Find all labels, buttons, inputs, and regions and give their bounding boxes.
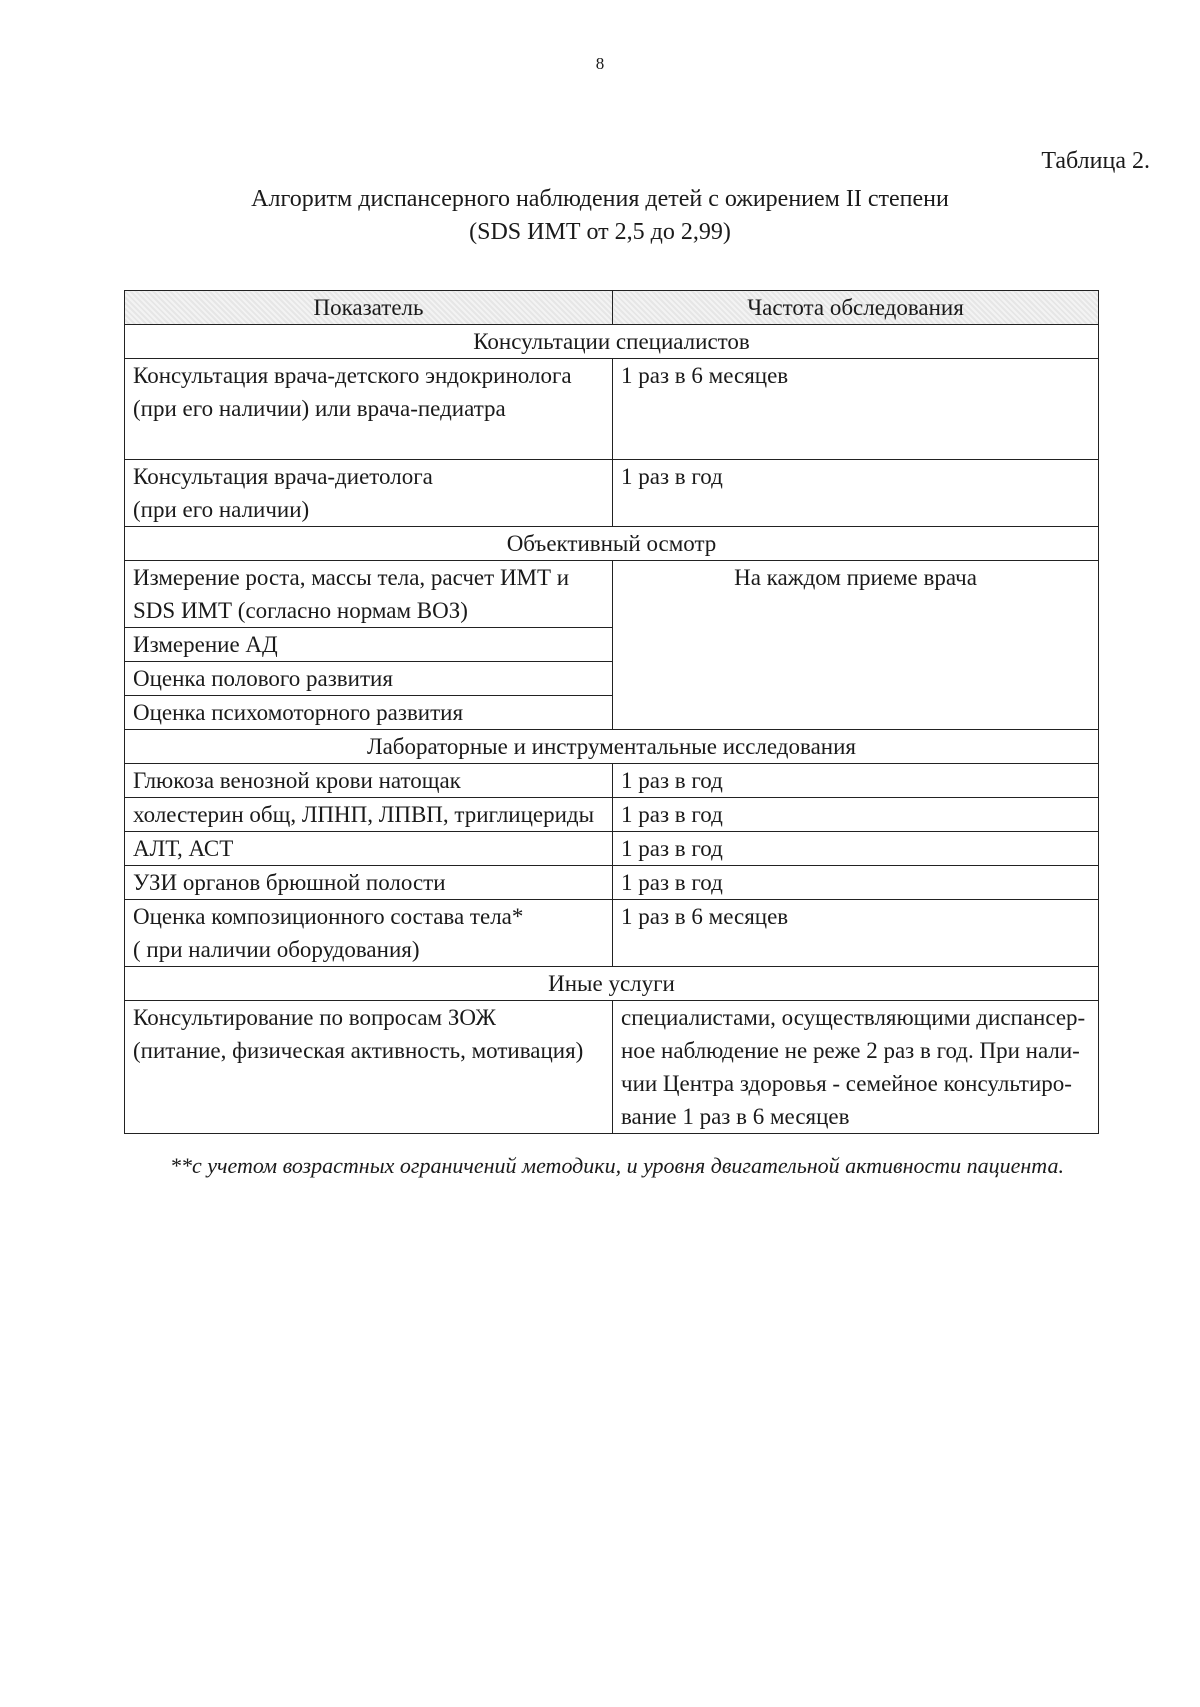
frequency-line: чии Центра здоровья - семейное консультиро- <box>621 1071 1072 1096</box>
footnote: **с учетом возрастных ограничений методики, и уровня двигательной активности пациента. <box>170 1153 1064 1178</box>
table-row <box>125 1001 1099 1134</box>
frequency-line: специалистами, осуществляющими диспансер- <box>621 1005 1086 1030</box>
header-indicator: Показатель <box>125 291 613 325</box>
frequency-cell-merged: На каждом приеме врача <box>613 561 1099 730</box>
indicator-line: ( при наличии оборудования) <box>133 937 420 962</box>
section-other-services: Иные услуги <box>125 967 1099 1001</box>
table-row <box>125 460 1099 527</box>
section-row <box>125 325 1099 359</box>
indicator-cell: Измерение АД <box>125 628 613 662</box>
section-consultations: Консультации специалистов <box>125 325 1099 359</box>
header-frequency: Частота обследования <box>613 291 1099 325</box>
section-row <box>125 730 1099 764</box>
table-row <box>125 900 1099 967</box>
frequency-cell: 1 раз в год <box>613 798 1099 832</box>
frequency-cell: 1 раз в 6 месяцев <box>613 900 1099 967</box>
frequency-cell: 1 раз в год <box>613 460 1099 527</box>
indicator-cell <box>125 359 613 460</box>
indicator-line: (при его наличии) или врача-педиатра <box>133 396 506 421</box>
table-row <box>125 832 1099 866</box>
title-line-1: Алгоритм диспансерного наблюдения детей с ожирением II степени <box>251 186 949 212</box>
section-lab-studies: Лабораторные и инструментальные исследования <box>125 730 1099 764</box>
indicator-line: Оценка композиционного состава тела* <box>133 904 524 929</box>
table-row <box>125 764 1099 798</box>
indicator-cell <box>125 460 613 527</box>
section-row <box>125 967 1099 1001</box>
table-header-row <box>125 291 1099 325</box>
frequency-cell: 1 раз в 6 месяцев <box>613 359 1099 460</box>
indicator-cell: Оценка полового развития <box>125 662 613 696</box>
frequency-cell: 1 раз в год <box>613 832 1099 866</box>
section-row <box>125 527 1099 561</box>
indicator-line: Консультирование по вопросам ЗОЖ <box>133 1005 497 1030</box>
indicator-line: (питание, физическая активность, мотивация) <box>133 1038 584 1063</box>
indicator-cell: холестерин общ, ЛПНП, ЛПВП, триглицериды <box>125 798 613 832</box>
frequency-cell: 1 раз в год <box>613 764 1099 798</box>
table-row <box>125 866 1099 900</box>
indicator-cell: УЗИ органов брюшной полости <box>125 866 613 900</box>
section-examination: Объективный осмотр <box>125 527 1099 561</box>
title-line-2: (SDS ИМТ от 2,5 до 2,99) <box>469 219 731 245</box>
frequency-line: вание 1 раз в 6 месяцев <box>621 1104 850 1129</box>
indicator-cell <box>125 561 613 628</box>
indicator-line: Консультация врача-детского эндокринолога <box>133 363 572 388</box>
indicator-line: Измерение роста, массы тела, расчет ИМТ и <box>133 565 570 590</box>
indicator-line: (при его наличии) <box>133 497 310 522</box>
observation-table <box>124 290 1099 1134</box>
table-title <box>0 183 1200 249</box>
indicator-cell: АЛТ, АСТ <box>125 832 613 866</box>
indicator-cell <box>125 900 613 967</box>
indicator-cell: Глюкоза венозной крови натощак <box>125 764 613 798</box>
frequency-cell <box>613 1001 1099 1134</box>
frequency-line: ное наблюдение не реже 2 раз в год. При нали- <box>621 1038 1080 1063</box>
indicator-line: Консультация врача-диетолога <box>133 464 433 489</box>
indicator-line: SDS ИМТ (согласно нормам ВОЗ) <box>133 598 468 623</box>
table-row <box>125 561 1099 628</box>
table-label: Таблица 2. <box>1041 148 1150 174</box>
frequency-cell: 1 раз в год <box>613 866 1099 900</box>
indicator-cell: Оценка психомоторного развития <box>125 696 613 730</box>
table-row <box>125 359 1099 460</box>
page-number: 8 <box>595 54 605 73</box>
indicator-cell <box>125 1001 613 1134</box>
table-row <box>125 798 1099 832</box>
